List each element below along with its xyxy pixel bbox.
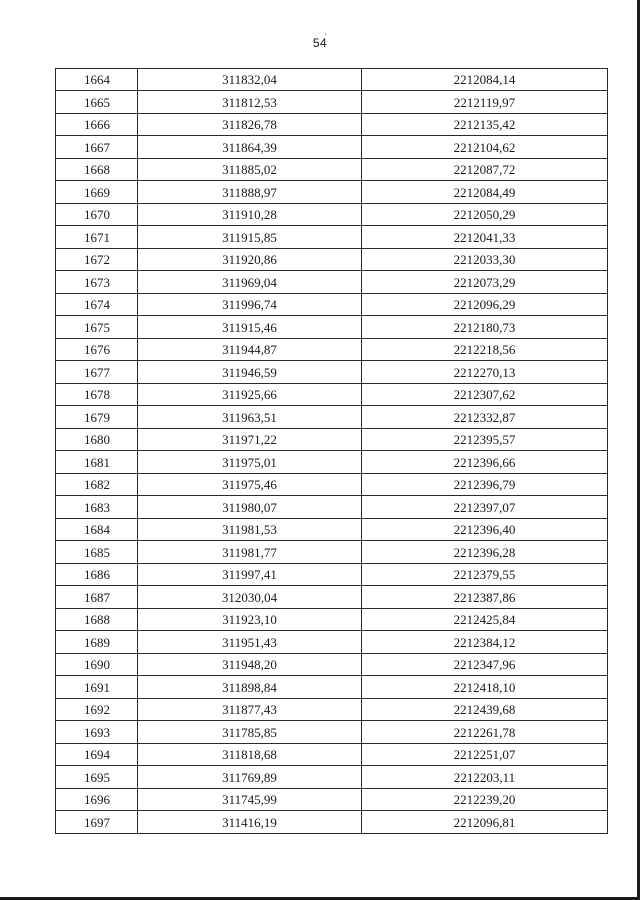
x-coordinate-cell: 311910,28	[138, 204, 362, 226]
table-row	[56, 69, 608, 91]
y-coordinate-cell: 2212087,72	[362, 159, 608, 181]
table-row	[56, 609, 608, 631]
point-number-cell: 1689	[56, 631, 138, 654]
point-number-cell: 1668	[56, 159, 138, 181]
table-row	[56, 181, 608, 204]
y-coordinate-cell: 2212041,33	[362, 226, 608, 249]
table-row	[56, 406, 608, 429]
point-number-cell: 1671	[56, 226, 138, 249]
point-number-cell: 1680	[56, 429, 138, 451]
point-number-cell: 1664	[56, 69, 138, 91]
x-coordinate-cell: 311996,74	[138, 294, 362, 316]
y-coordinate-cell: 2212418,10	[362, 676, 608, 699]
x-coordinate-cell: 311981,53	[138, 519, 362, 541]
point-number-cell: 1682	[56, 474, 138, 496]
x-coordinate-cell: 311915,46	[138, 316, 362, 339]
x-coordinate-cell: 311981,77	[138, 541, 362, 564]
x-coordinate-cell: 311864,39	[138, 136, 362, 159]
point-number-cell: 1694	[56, 744, 138, 766]
x-coordinate-cell: 311971,22	[138, 429, 362, 451]
x-coordinate-cell: 311898,84	[138, 676, 362, 699]
point-number-cell: 1684	[56, 519, 138, 541]
point-number-cell: 1690	[56, 654, 138, 676]
x-coordinate-cell: 311888,97	[138, 181, 362, 204]
y-coordinate-cell: 2212384,12	[362, 631, 608, 654]
y-coordinate-cell: 2212096,81	[362, 811, 608, 834]
table-row	[56, 789, 608, 811]
y-coordinate-cell: 2212397,07	[362, 496, 608, 519]
table-row	[56, 451, 608, 474]
point-number-cell: 1679	[56, 406, 138, 429]
point-number-cell: 1678	[56, 384, 138, 406]
x-coordinate-cell: 311812,53	[138, 91, 362, 114]
x-coordinate-cell: 311980,07	[138, 496, 362, 519]
point-number-cell: 1686	[56, 564, 138, 586]
table-row	[56, 631, 608, 654]
x-coordinate-cell: 311975,01	[138, 451, 362, 474]
y-coordinate-cell: 2212332,87	[362, 406, 608, 429]
point-number-cell: 1687	[56, 586, 138, 609]
coordinates-table-body	[56, 69, 608, 834]
x-coordinate-cell: 311920,86	[138, 249, 362, 271]
table-row	[56, 114, 608, 136]
x-coordinate-cell: 311877,43	[138, 699, 362, 721]
table-row	[56, 519, 608, 541]
table-row	[56, 766, 608, 789]
y-coordinate-cell: 2212261,78	[362, 721, 608, 744]
y-coordinate-cell: 2212425,84	[362, 609, 608, 631]
table-row	[56, 91, 608, 114]
x-coordinate-cell: 311975,46	[138, 474, 362, 496]
x-coordinate-cell: 311915,85	[138, 226, 362, 249]
x-coordinate-cell: 311826,78	[138, 114, 362, 136]
table-row	[56, 474, 608, 496]
y-coordinate-cell: 2212396,28	[362, 541, 608, 564]
y-coordinate-cell: 2212084,49	[362, 181, 608, 204]
y-coordinate-cell: 2212073,29	[362, 271, 608, 294]
point-number-cell: 1683	[56, 496, 138, 519]
point-number-cell: 1674	[56, 294, 138, 316]
x-coordinate-cell: 311785,85	[138, 721, 362, 744]
y-coordinate-cell: 2212396,40	[362, 519, 608, 541]
point-number-cell: 1695	[56, 766, 138, 789]
table-row	[56, 676, 608, 699]
page-number: · 54	[0, 36, 640, 50]
y-coordinate-cell: 2212033,30	[362, 249, 608, 271]
point-number-cell: 1691	[56, 676, 138, 699]
table-row	[56, 586, 608, 609]
table-row	[56, 339, 608, 361]
x-coordinate-cell: 311885,02	[138, 159, 362, 181]
table-row	[56, 496, 608, 519]
table-row	[56, 699, 608, 721]
point-number-cell: 1669	[56, 181, 138, 204]
y-coordinate-cell: 2212104,62	[362, 136, 608, 159]
table-row	[56, 541, 608, 564]
y-coordinate-cell: 2212119,97	[362, 91, 608, 114]
table-row	[56, 721, 608, 744]
x-coordinate-cell: 311818,68	[138, 744, 362, 766]
y-coordinate-cell: 2212270,13	[362, 361, 608, 384]
table-row	[56, 271, 608, 294]
y-coordinate-cell: 2212203,11	[362, 766, 608, 789]
x-coordinate-cell: 311745,99	[138, 789, 362, 811]
point-number-cell: 1667	[56, 136, 138, 159]
x-coordinate-cell: 311997,41	[138, 564, 362, 586]
y-coordinate-cell: 2212347,96	[362, 654, 608, 676]
y-coordinate-cell: 2212395,57	[362, 429, 608, 451]
point-number-cell: 1677	[56, 361, 138, 384]
table-row	[56, 159, 608, 181]
point-number-cell: 1666	[56, 114, 138, 136]
table-row	[56, 316, 608, 339]
y-coordinate-cell: 2212251,07	[362, 744, 608, 766]
y-coordinate-cell: 2212180,73	[362, 316, 608, 339]
y-coordinate-cell: 2212096,29	[362, 294, 608, 316]
table-row	[56, 361, 608, 384]
x-coordinate-cell: 311416,19	[138, 811, 362, 834]
x-coordinate-cell: 311769,89	[138, 766, 362, 789]
x-coordinate-cell: 312030,04	[138, 586, 362, 609]
x-coordinate-cell: 311963,51	[138, 406, 362, 429]
y-coordinate-cell: 2212379,55	[362, 564, 608, 586]
table-row	[56, 249, 608, 271]
point-number-cell: 1672	[56, 249, 138, 271]
point-number-cell: 1688	[56, 609, 138, 631]
point-number-cell: 1692	[56, 699, 138, 721]
y-coordinate-cell: 2212439,68	[362, 699, 608, 721]
point-number-cell: 1673	[56, 271, 138, 294]
x-coordinate-cell: 311951,43	[138, 631, 362, 654]
table-row	[56, 564, 608, 586]
table-row	[56, 429, 608, 451]
point-number-cell: 1676	[56, 339, 138, 361]
point-number-cell: 1670	[56, 204, 138, 226]
x-coordinate-cell: 311923,10	[138, 609, 362, 631]
y-coordinate-cell: 2212050,29	[362, 204, 608, 226]
x-coordinate-cell: 311925,66	[138, 384, 362, 406]
y-coordinate-cell: 2212084,14	[362, 69, 608, 91]
x-coordinate-cell: 311948,20	[138, 654, 362, 676]
x-coordinate-cell: 311946,59	[138, 361, 362, 384]
table-row	[56, 136, 608, 159]
coordinates-table	[55, 68, 608, 834]
table-row	[56, 654, 608, 676]
y-coordinate-cell: 2212396,79	[362, 474, 608, 496]
y-coordinate-cell: 2212218,56	[362, 339, 608, 361]
x-coordinate-cell: 311832,04	[138, 69, 362, 91]
table-row	[56, 811, 608, 834]
point-number-cell: 1681	[56, 451, 138, 474]
x-coordinate-cell: 311944,87	[138, 339, 362, 361]
y-coordinate-cell: 2212135,42	[362, 114, 608, 136]
table-row	[56, 744, 608, 766]
point-number-cell: 1685	[56, 541, 138, 564]
point-number-cell: 1697	[56, 811, 138, 834]
point-number-cell: 1675	[56, 316, 138, 339]
x-coordinate-cell: 311969,04	[138, 271, 362, 294]
table-row	[56, 294, 608, 316]
table-row	[56, 226, 608, 249]
y-coordinate-cell: 2212239,20	[362, 789, 608, 811]
table-row	[56, 384, 608, 406]
y-coordinate-cell: 2212307,62	[362, 384, 608, 406]
point-number-cell: 1665	[56, 91, 138, 114]
y-coordinate-cell: 2212396,66	[362, 451, 608, 474]
point-number-cell: 1693	[56, 721, 138, 744]
y-coordinate-cell: 2212387,86	[362, 586, 608, 609]
point-number-cell: 1696	[56, 789, 138, 811]
table-row	[56, 204, 608, 226]
